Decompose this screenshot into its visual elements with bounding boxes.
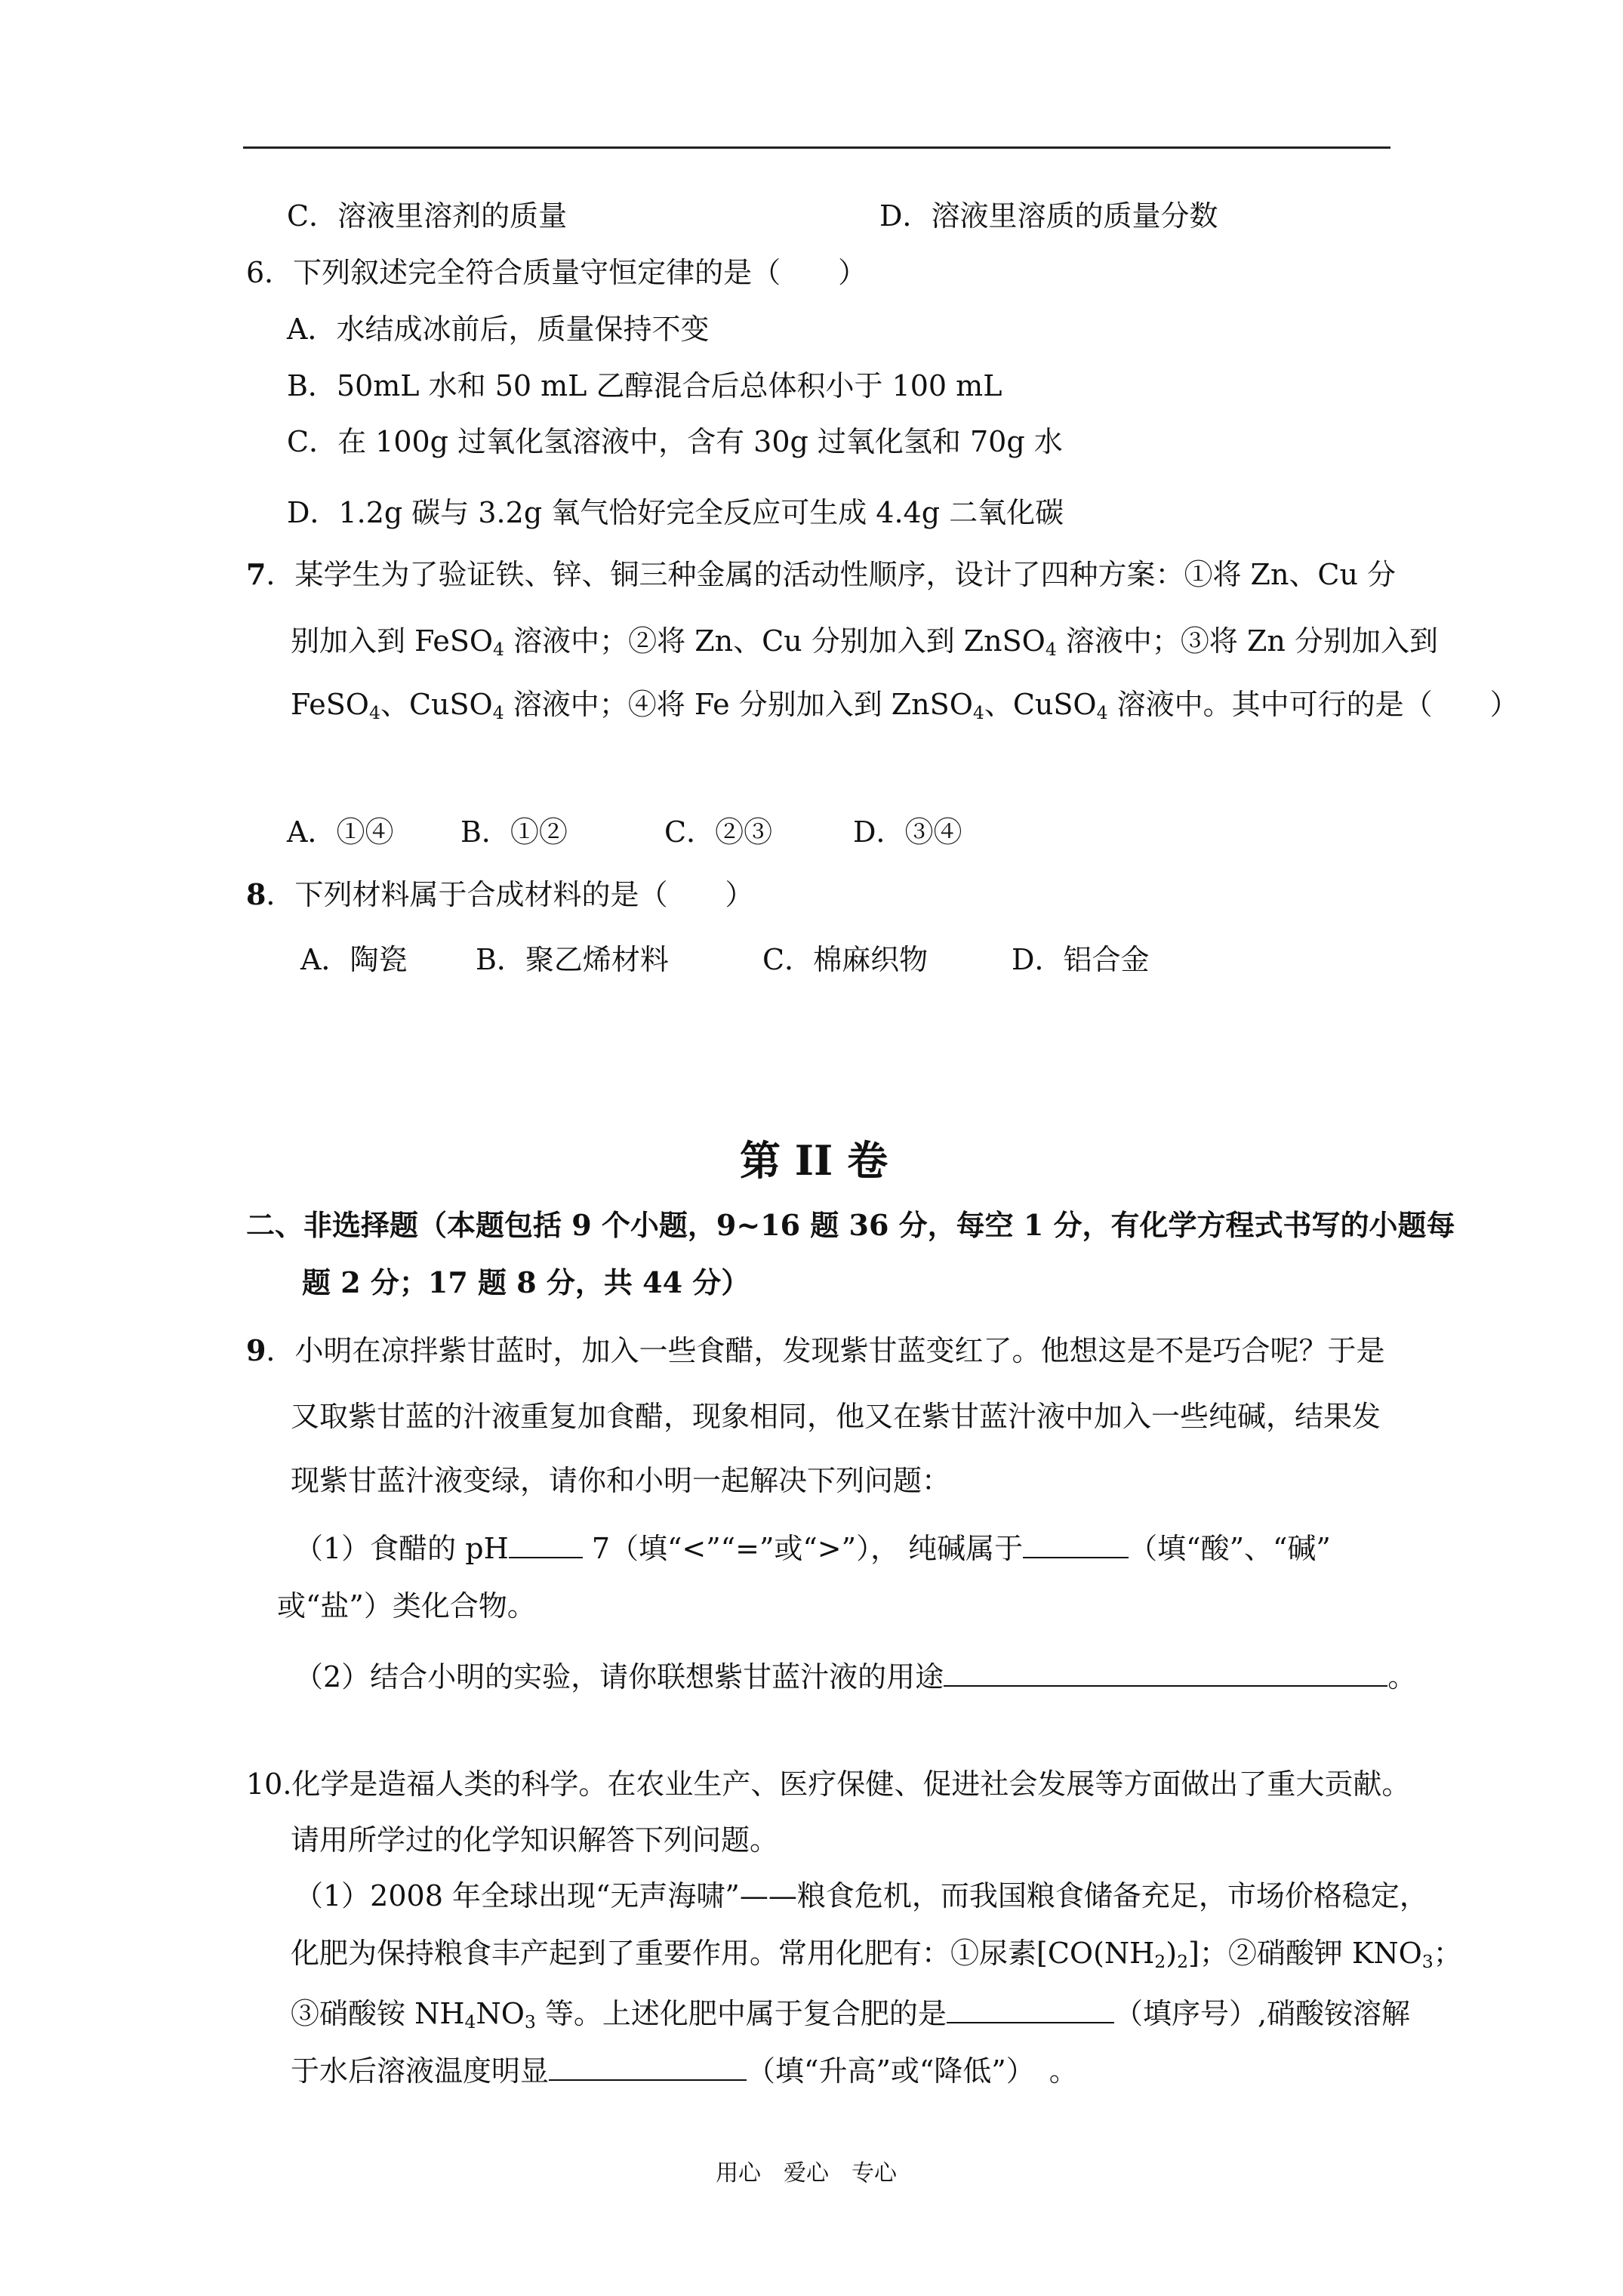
q8-options bbox=[300, 945, 1149, 974]
header-rule bbox=[243, 146, 1390, 149]
subscript: 2 bbox=[1154, 1950, 1166, 1972]
q7-text-2c: 溶液中；③将 Zn 分别加入到 bbox=[1056, 624, 1438, 658]
q9-text-1: ．小明在凉拌紫甘蓝时，加入一些食醋，发现紫甘蓝变红了。他想这是不是巧合呢？于是 bbox=[266, 1334, 1385, 1367]
q10-text-6a: 于水后溶液温度明显 bbox=[291, 2054, 550, 2088]
q10-text-5c: 等。上述化肥中属于复合肥的是 bbox=[535, 1997, 947, 2031]
q8-text: ．下列材料属于合成材料的是（ ） bbox=[266, 878, 754, 911]
q7-text-2a: 别加入到 FeSO bbox=[291, 624, 494, 658]
q10-text-4d: ； bbox=[1433, 1937, 1462, 1970]
q6-option-c: C．在 100g 过氧化氢溶液中，含有 30g 过氧化氢和 70g 水 bbox=[287, 425, 1063, 458]
q9-part-1-continued: 或“盐”）类化合物。 bbox=[277, 1589, 536, 1623]
q7-text-3c: 溶液中；④将 Fe 分别加入到 ZnSO bbox=[504, 688, 973, 721]
subscript: 4 bbox=[493, 638, 505, 660]
q7-text-3b: 、CuSO bbox=[380, 688, 493, 721]
q10-text-5b: NO bbox=[476, 1997, 525, 2031]
subscript: 4 bbox=[464, 2011, 476, 2032]
q8-option-b: B．聚乙烯材料 bbox=[476, 943, 669, 976]
q10-line-3: （1）2008 年全球出现“无声海啸”——粮食危机，而我国粮食储备充足，市场价格稳定， bbox=[294, 1879, 1428, 1912]
q9-part-1-text-b: 7（填“<”“=”或“>”）， 纯碱属于 bbox=[582, 1532, 1024, 1566]
answer-blank-ph[interactable] bbox=[509, 1530, 583, 1558]
q7-options bbox=[287, 815, 962, 849]
subscript: 3 bbox=[524, 2011, 536, 2032]
q10-text-6b: （填“升高”或“降低”） 。 bbox=[747, 2054, 1078, 2088]
q9-part-2-text: （2）结合小明的实验，请你联想紫甘蓝汁液的用途 bbox=[294, 1660, 944, 1694]
q8-option-c: C．棉麻织物 bbox=[762, 943, 929, 976]
q10-text-4b: ) bbox=[1166, 1937, 1178, 1970]
q10-text-4a: 化肥为保持粮食丰产起到了重要作用。常用化肥有：①尿素[CO(NH bbox=[291, 1937, 1155, 1970]
q10-line-4 bbox=[291, 1937, 1462, 1972]
q10-line-2: 请用所学过的化学知识解答下列问题。 bbox=[291, 1823, 779, 1857]
answer-blank-temperature[interactable] bbox=[549, 2052, 747, 2081]
q6-option-a: A．水结成冰前后，质量保持不变 bbox=[287, 313, 710, 346]
subscript: 2 bbox=[1177, 1950, 1189, 1972]
q7-option-d: D．③④ bbox=[853, 815, 962, 849]
q7-line-3 bbox=[291, 688, 1519, 723]
q8-option-d: D．铝合金 bbox=[1012, 943, 1150, 976]
q10-text-5d: （填序号）,硝酸铵溶解 bbox=[1113, 1997, 1411, 2031]
answer-blank-compound-fertilizer[interactable] bbox=[947, 1995, 1114, 2023]
q6-option-d: D．1.2g 碳与 3.2g 氧气恰好完全反应可生成 4.4g 二氧化碳 bbox=[287, 496, 1064, 529]
q7-option-b: B．①② bbox=[460, 815, 568, 849]
q10-line-6 bbox=[291, 2052, 1078, 2088]
q8-stem bbox=[246, 877, 754, 911]
q9-part-1-text-a: （1）食醋的 pH bbox=[294, 1532, 509, 1566]
q10-line-1: 10.化学是造福人类的科学。在农业生产、医疗保健、促进社会发展等方面做出了重大贡献。 bbox=[246, 1767, 1411, 1801]
q7-text-3d: 、CuSO bbox=[984, 688, 1097, 721]
part-two-instruction-1: 二、非选择题（本题包括 9 个小题，9~16 题 36 分，每空 1 分，有化学方程式书写的小题每 bbox=[246, 1208, 1455, 1242]
part-two-title: 第 II 卷 bbox=[740, 1136, 888, 1185]
q7-text-2b: 溶液中；②将 Zn、Cu 分别加入到 ZnSO bbox=[504, 624, 1046, 658]
q9-part-1 bbox=[294, 1530, 1331, 1566]
page-footer: 用心 爱心 专心 bbox=[716, 2160, 897, 2187]
q9-part-1-text-c: （填“酸”、“碱” bbox=[1129, 1532, 1331, 1566]
subscript: 4 bbox=[1096, 701, 1108, 723]
q9-part-2 bbox=[294, 1658, 1417, 1694]
q7-option-c: C．②③ bbox=[664, 815, 773, 849]
q7-number: 7 bbox=[246, 557, 266, 591]
q7-text-1: ．某学生为了验证铁、锌、铜三种金属的活动性顺序，设计了四种方案：①将 Zn、Cu 分 bbox=[266, 558, 1397, 591]
q10-text-5a: ③硝酸铵 NH bbox=[291, 1997, 465, 2031]
subscript: 3 bbox=[1421, 1950, 1434, 1972]
q9-part-2-end: 。 bbox=[1387, 1660, 1417, 1694]
q6-stem: 6．下列叙述完全符合质量守恒定律的是（ ） bbox=[246, 256, 867, 289]
subscript: 4 bbox=[368, 701, 380, 723]
subscript: 4 bbox=[972, 701, 984, 723]
q5-option-c: C．溶液里溶剂的质量 bbox=[287, 199, 568, 233]
answer-blank-compound-type[interactable] bbox=[1023, 1530, 1129, 1558]
q9-number: 9 bbox=[246, 1333, 266, 1367]
q10-line-5 bbox=[291, 1995, 1411, 2032]
subscript: 4 bbox=[492, 701, 504, 723]
q7-line-1 bbox=[246, 557, 1397, 591]
q9-line-3: 现紫甘蓝汁液变绿，请你和小明一起解决下列问题： bbox=[291, 1464, 951, 1497]
part-two-instruction-2: 题 2 分；17 题 8 分，共 44 分） bbox=[302, 1265, 750, 1299]
q8-option-a: A．陶瓷 bbox=[300, 943, 408, 976]
q7-text-3e: 溶液中。其中可行的是（ ） bbox=[1107, 688, 1519, 721]
q9-line-2: 又取紫甘蓝的汁液重复加食醋，现象相同，他又在紫甘蓝汁液中加入一些纯碱，结果发 bbox=[291, 1400, 1381, 1433]
q8-number: 8 bbox=[246, 877, 266, 911]
q9-line-1 bbox=[246, 1333, 1385, 1367]
q7-text-3a: FeSO bbox=[291, 688, 369, 721]
q7-option-a: A．①④ bbox=[287, 815, 394, 849]
q7-line-2 bbox=[291, 624, 1438, 660]
q6-option-b: B．50mL 水和 50 mL 乙醇混合后总体积小于 100 mL bbox=[287, 369, 1002, 402]
subscript: 4 bbox=[1045, 638, 1057, 660]
answer-blank-usage[interactable] bbox=[944, 1658, 1387, 1687]
q10-text-4c: ]；②硝酸钾 KNO bbox=[1188, 1937, 1422, 1970]
q5-option-d: D．溶液里溶质的质量分数 bbox=[879, 199, 1218, 233]
